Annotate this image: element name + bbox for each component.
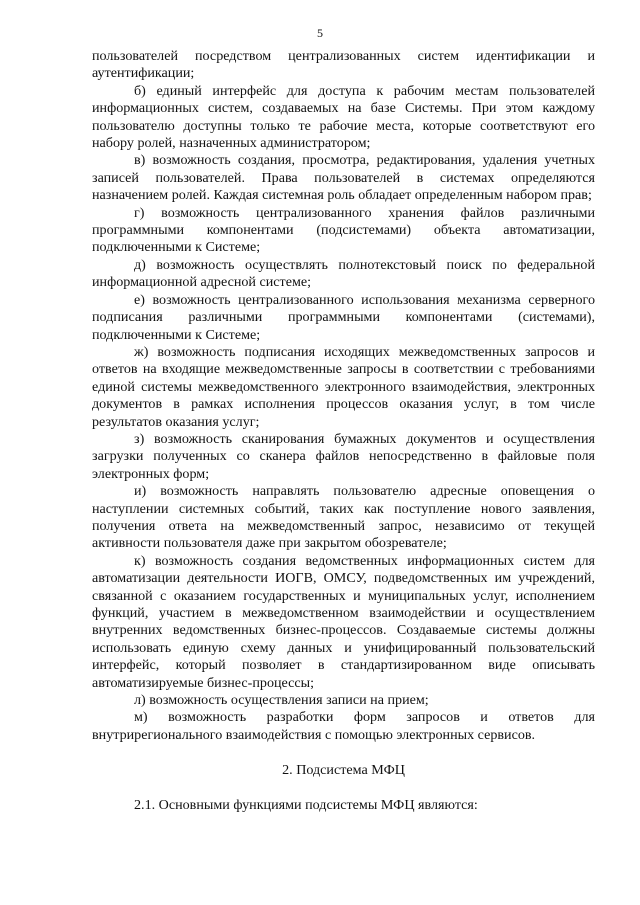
list-item-k: к) возможность создания ведомственных информационных систем для автоматизации деятельности ИОГВ, ОМСУ, подведомственных им учреждений, связанной с оказанием государственных и муниципальных услуг, исполнением функций, участием в межведомственном взаимодействии и осуществлением внутренних ведомственных бизнес-процессов. Создаваемые системы должны использовать единую схему данных и унифицированный пользовательский интерфейс, который позволяет в стандартизированном виде описывать автоматизируемые бизнес-процессы; (92, 552, 595, 691)
page-number: 5 (317, 26, 323, 40)
list-item-g: г) возможность централизованного хранения файлов различными программными компонентами (подсистемами) объекта автоматизации, подключенными к Системе; (92, 204, 595, 256)
list-item-b: б) единый интерфейс для доступа к рабочим местам пользователей информационных систем, создаваемых на базе Системы. При этом каждому пользователю доступны только те рабочие места, которые соответствуют его набору ролей, назначенных администратором; (92, 82, 595, 152)
list-item-m: м) возможность разработки форм запросов и ответов для внутрирегионального взаимодействия с помощью электронных сервисов. (92, 709, 595, 743)
subclause-2-1: 2.1. Основными функциями подсистемы МФЦ являются: (134, 796, 478, 813)
list-item-d: д) возможность осуществлять полнотекстовый поиск по федеральной информационной адресной системе; (92, 256, 595, 291)
list-item-i: и) возможность направлять пользователю адресные оповещения о наступлении системных событий, таких как поступление нового заявления, получения ответа на межведомственный запрос, независимо от текущей активности пользователя даже при закрытом обозревателе; (92, 483, 595, 552)
list-item-l: л) возможность осуществления записи на прием; (134, 692, 429, 709)
section-heading: 2. Подсистема МФЦ (282, 762, 405, 779)
list-item-v: в) возможность создания, просмотра, редактирования, удаления учетных записей пользователей. Права пользователей в системах определяются назначением ролей. Каждая системная роль обладает определенным набором прав; (92, 152, 595, 204)
list-item-e: е) возможность централизованного использования механизма серверного подписания различными программными компонентами (системами), подключенными к Системе; (92, 291, 595, 343)
document-body (92, 48, 595, 814)
list-item-z: з) возможность сканирования бумажных документов и осуществления загрузки полученных со сканера файлов непосредственно в файловые поля электронных форм; (92, 430, 595, 482)
paragraph-continuation: пользователей посредством централизованных систем идентификации и аутентификации; (92, 48, 595, 82)
list-item-zh: ж) возможность подписания исходящих межведомственных запросов и ответов на входящие межведомственные запросы в соответствии с требованиями единой системы межведомственного электронного взаимодействия, электронных документов в рамках исполнения процессов оказания услуг, в том числе результатов оказания услуг; (92, 343, 595, 430)
